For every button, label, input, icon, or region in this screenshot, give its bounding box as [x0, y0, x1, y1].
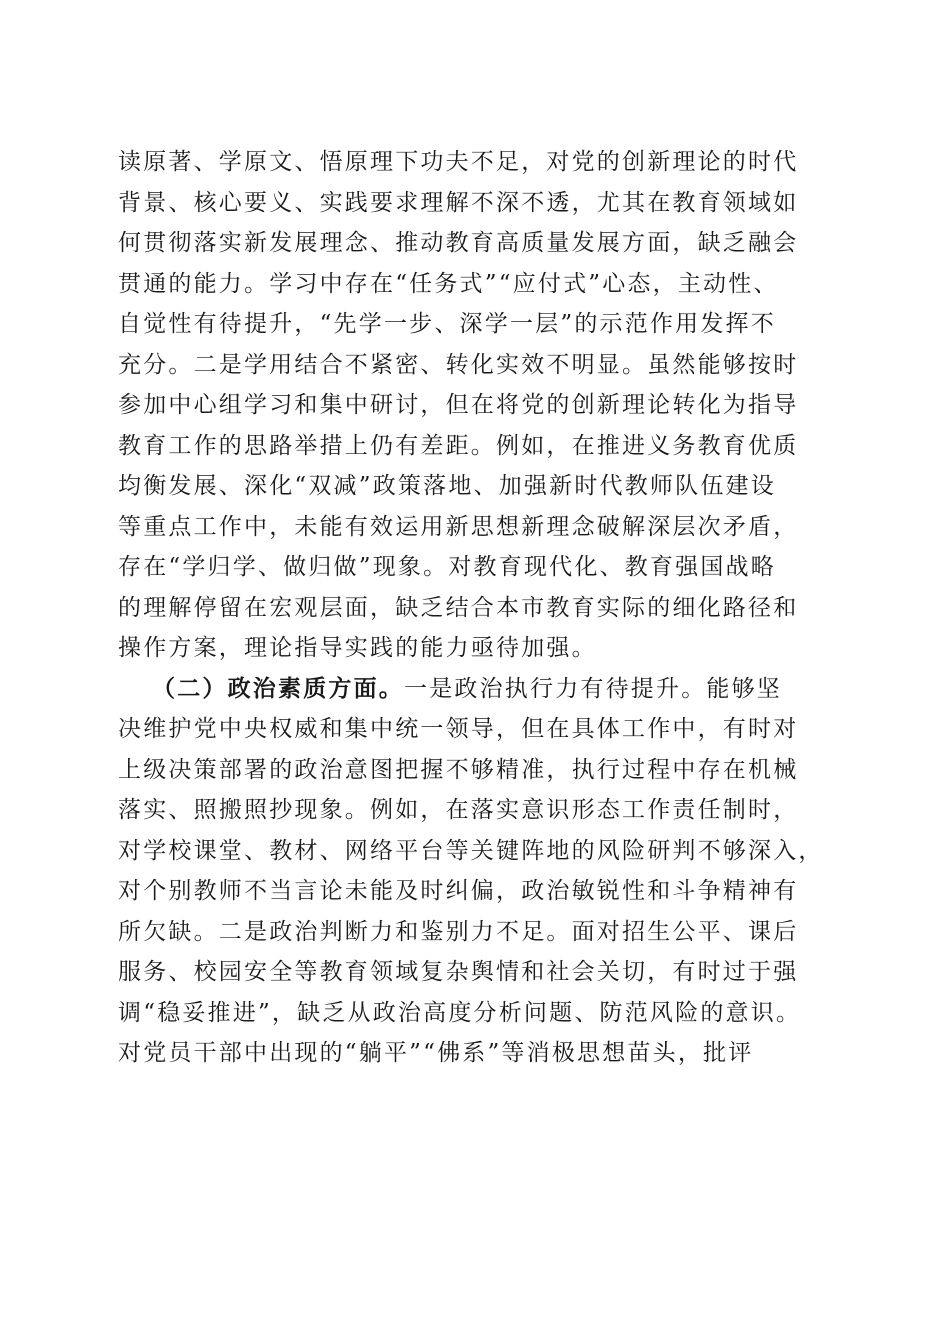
body-line: 对学校课堂、教材、网络平台等关键阵地的风险研判不够深入，	[118, 837, 824, 864]
section-2-first-line-text: 一是政治执行力有待提升。能够坚	[404, 675, 782, 702]
body-line: 服务、校园安全等教育领域复杂舆情和社会关切，有时过于强	[118, 959, 799, 985]
document-body	[118, 142, 838, 1074]
body-line: 参加中心组学习和集中研讨，但在将党的创新理论转化为指导	[118, 392, 799, 418]
body-line: 调“稳妥推进”，缺乏从政治高度分析问题、防范风险的意识。	[118, 999, 802, 1026]
body-line: 教育工作的思路举措上仍有差距。例如，在推进义务教育优质	[118, 432, 799, 459]
body-line: 上级决策部署的政治意图把握不够精准，执行过程中存在机械	[118, 756, 799, 783]
section-2-heading: （二）政治素质方面。	[152, 674, 404, 702]
section-2-first-line	[118, 669, 838, 710]
body-line: 操作方案，理论指导实践的能力亟待加强。	[118, 635, 597, 661]
body-line: 所欠缺。二是政治判断力和鉴别力不足。面对招生公平、课后	[118, 918, 799, 945]
body-line: 充分。二是学用结合不紧密、转化实效不明显。虽然能够按时	[118, 351, 799, 378]
body-line: 自觉性有待提升，“先学一步、深学一层”的示范作用发挥不	[118, 311, 776, 337]
body-line: 存在“学归学、做归做”现象。对教育现代化、教育强国战略	[118, 554, 776, 580]
body-line: 均衡发展、深化“双减”政策落地、加强新时代教师队伍建设	[118, 473, 776, 499]
body-line: 贯通的能力。学习中存在“任务式”“应付式”心态，主动性、	[118, 270, 779, 297]
body-line: 读原著、学原文、悟原理下功夫不足，对党的创新理论的时代	[118, 149, 799, 175]
body-line: 落实、照搬照抄现象。例如，在落实意识形态工作责任制时，	[118, 797, 799, 823]
body-line: 等重点工作中，未能有效运用新思想新理念破解深层次矛盾，	[118, 513, 799, 540]
body-line: 决维护党中央权威和集中统一领导，但在具体工作中，有时对	[118, 716, 799, 742]
body-line: 对党员干部中出现的“躺平”“佛系”等消极思想苗头，批评	[118, 1040, 754, 1066]
body-line: 对个别教师不当言论未能及时纠偏，政治敏锐性和斗争精神有	[118, 878, 799, 904]
body-line: 的理解停留在宏观层面，缺乏结合本市教育实际的细化路径和	[118, 594, 799, 621]
body-line: 何贯彻落实新发展理念、推动教育高质量发展方面，缺乏融会	[118, 230, 799, 256]
body-line: 背景、核心要义、实践要求理解不深不透，尤其在教育领域如	[118, 189, 799, 216]
